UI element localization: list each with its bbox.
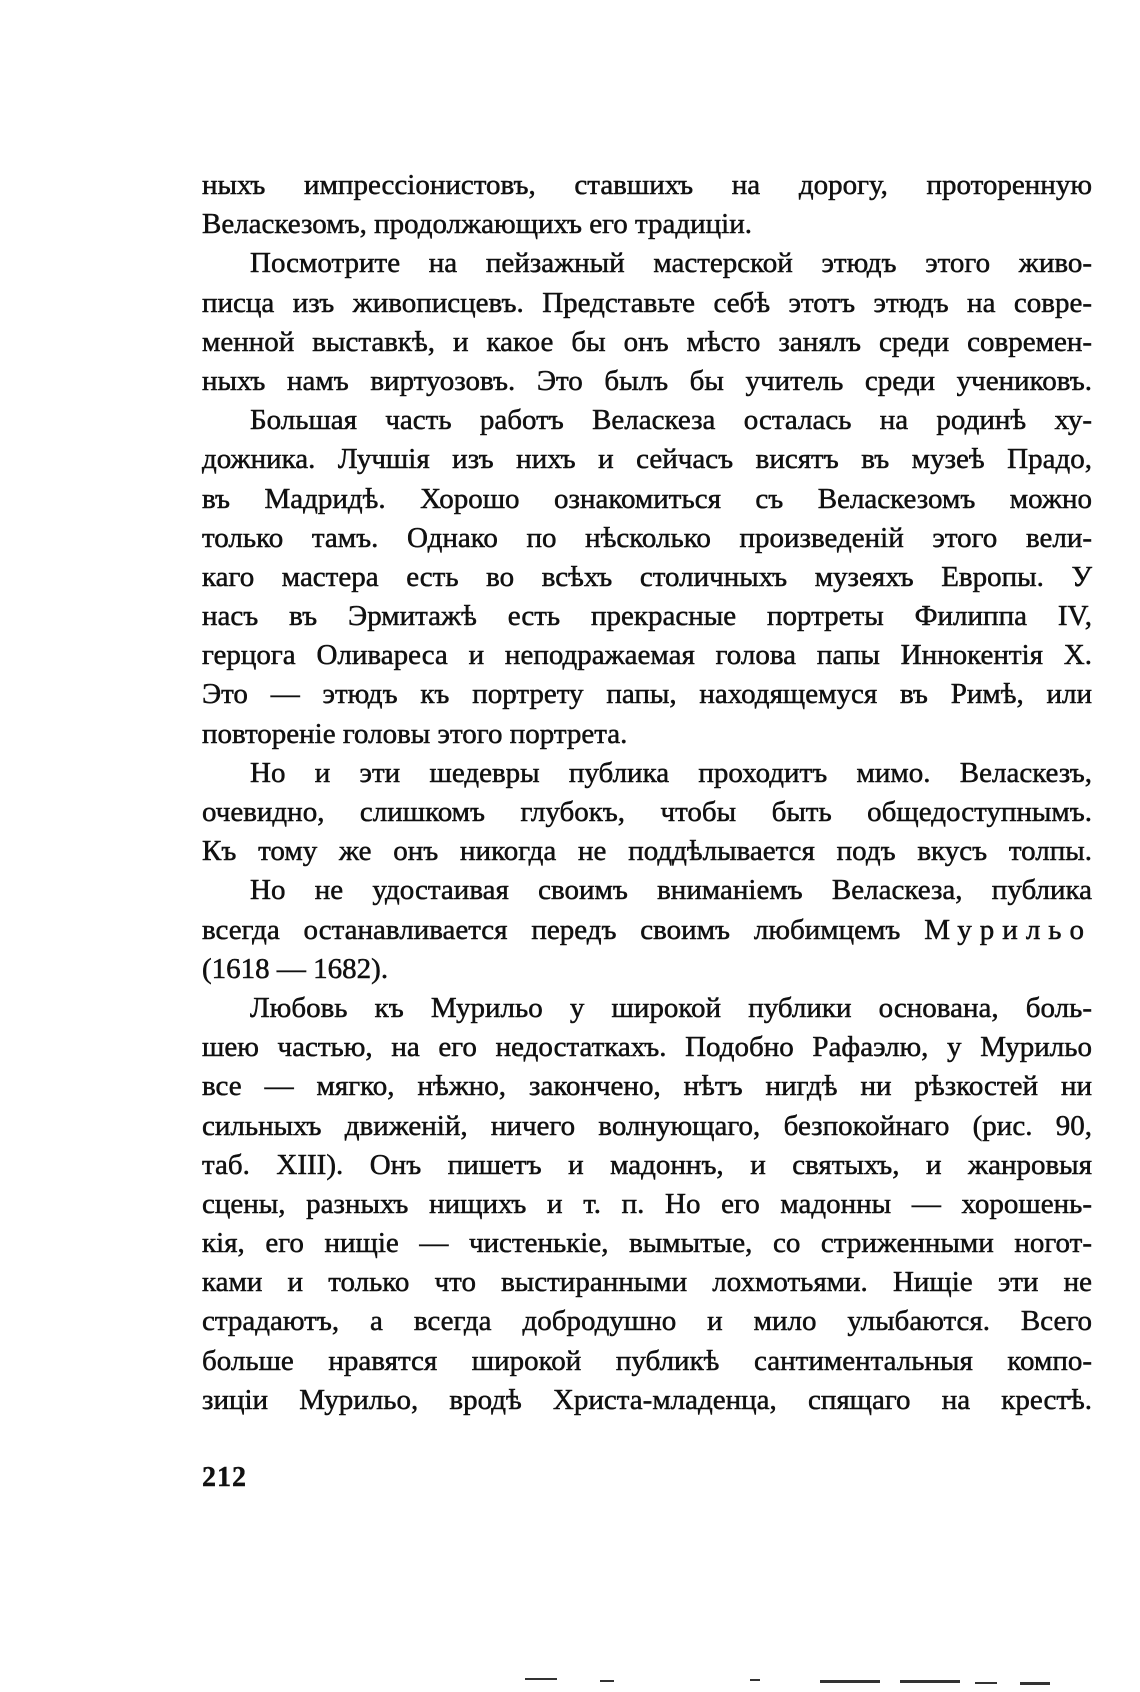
text-line: ныхъ импрессіонистовъ, ставшихъ на дорогу, протоpенную: [202, 169, 1092, 201]
text-line: очевидно, слишкомъ глубокъ, чтобы быть общедоступнымъ.: [202, 796, 1092, 828]
scan-dash: [975, 1682, 997, 1684]
text-line: только тамъ. Однако по нѣсколько произведеній этого вели-: [202, 521, 1092, 554]
text-line: ками и только что выстиранными лохмотьями. Нищіе эти не: [202, 1266, 1092, 1299]
page-text: [202, 166, 1092, 1420]
text-line: зиціи Мурильо, вродѣ Христа-младенца, спящаго на крестѣ.: [202, 1383, 1092, 1416]
scan-dash: [525, 1678, 557, 1680]
text-line-with-name: [202, 911, 1092, 950]
text-line: Веласкезомъ, продолжающихъ его традиціи.: [202, 208, 753, 241]
text-line: все — мягко, нѣжно, закончено, нѣтъ нигдѣ ни рѣзкостей ни: [202, 1070, 1092, 1103]
text-line: Любовь къ Мурильо у широкой публики основана, боль-: [250, 991, 1092, 1024]
text-line: повтореніе головы этого портрета.: [202, 717, 628, 750]
text-line: больше нравятся широкой публикѣ сантиментальныя компо-: [202, 1344, 1092, 1377]
scan-dash: [750, 1679, 760, 1681]
text-line: ныхъ намъ виртуозовъ. Это былъ бы учитель среди учениковъ.: [202, 364, 1092, 397]
scan-dash: [820, 1680, 880, 1683]
text-line: Къ тому же онъ никогда не поддѣлывается подъ вкусъ толпы.: [202, 835, 1092, 868]
text-line: дожника. Лучшія изъ нихъ и сейчасъ висятъ въ музеѣ Прадо,: [202, 443, 1092, 476]
text-fragment: всегда останавливается передъ своимъ любимцемъ: [202, 913, 901, 946]
text-line: кія, его нищіе — чистенькіе, вымытые, со стриженными ногот-: [202, 1227, 1092, 1260]
scan-dash: [900, 1680, 960, 1683]
text-line: насъ въ Эрмитажѣ есть прекрасные портреты Филиппа IV,: [202, 600, 1092, 633]
scan-dash: [1020, 1682, 1050, 1685]
text-line: Это — этюдъ къ портрету папы, находящемуся въ Римѣ, или: [202, 678, 1092, 711]
text-line: (1618 — 1682).: [202, 952, 389, 985]
text-line: сильныхъ движеній, ничего волнующаго, безпокойнаго (рис. 90,: [202, 1109, 1092, 1142]
text-line: въ Мадридѣ. Хорошо ознакомиться съ Веласкезомъ можно: [202, 482, 1092, 515]
text-line: таб. XIII). Онъ пишетъ и мадоннъ, и святыхъ, и жанровыя: [202, 1148, 1092, 1181]
text-line: сцены, разныхъ нищихъ и т. п. Но его мадонны — хорошень-: [202, 1187, 1092, 1220]
text-line: менной выставкѣ, и какое бы онъ мѣсто занялъ среди современ-: [202, 325, 1092, 358]
text-line: Но не удостаивая своимъ вниманіемъ Веласкеза, публика: [250, 874, 1092, 907]
artist-name: Мурильо: [924, 913, 1093, 946]
text-line: шею частью, на его недостаткахъ. Подобно Рафаэлю, у Мурильо: [202, 1031, 1092, 1064]
page-number: 212: [202, 1462, 247, 1493]
text-line: Большая часть работъ Веласкеза осталась на родинѣ ху-: [250, 404, 1092, 437]
text-line: герцога Оливареса и неподражаемая голова папы Иннокентія X.: [202, 639, 1092, 672]
text-line: Но и эти шедевры публика проходитъ мимо. Веласкезъ,: [250, 756, 1092, 789]
text-line: Посмотрите на пейзажный мастерской этюдъ этого живо-: [250, 247, 1092, 280]
scan-dash: [600, 1680, 614, 1682]
text-line: страдаютъ, а всегда добродушно и мило улыбаются. Всего: [202, 1305, 1092, 1338]
text-line: писца изъ живописцевъ. Представьте себѣ этотъ этюдъ на совре-: [202, 286, 1092, 319]
text-line: каго мастера есть во всѣхъ столичныхъ музеяхъ Европы. У: [202, 560, 1092, 593]
